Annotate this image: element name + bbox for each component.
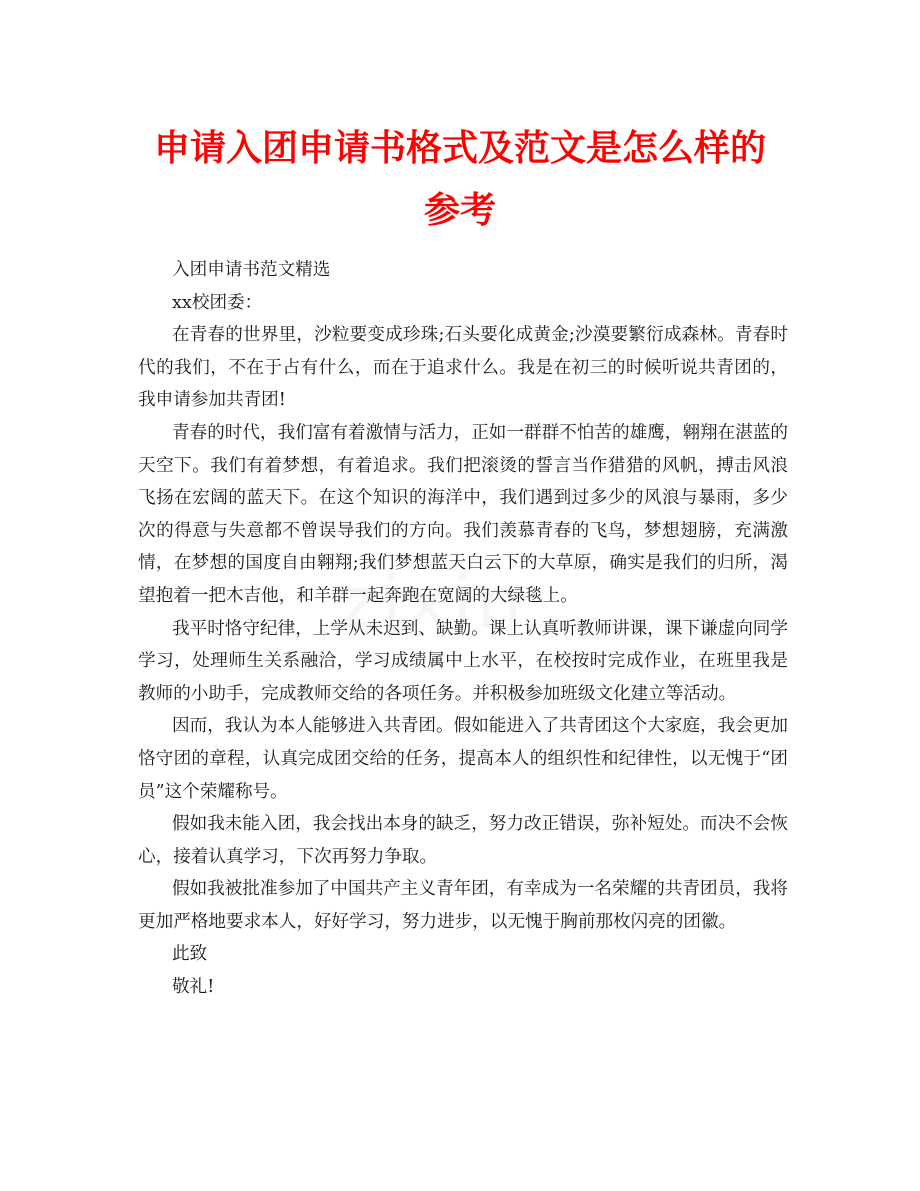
paragraph-closing: 敬礼! — [172, 977, 215, 998]
paragraph: 我平时恪守纪律，上学从未迟到、缺勤。课上认真听教师讲课，课下谦虚向同学学习，处理师生关系融洽，学习成绩属中上水平，在校按时完成作业，在班里我是教师的小助手，完成教师交给的各项任务。并积极参加班级文化建立等活动。 — [138, 618, 788, 704]
document-title: 申请入团申请书格式及范文是怎么样的参考 — [153, 128, 766, 231]
paragraph: 青春的时代，我们富有着激情与活力，正如一群群不怕苦的雄鹰，翱翔在湛蓝的天空下。我们有着梦想，有着追求。我们把滚烫的誓言当作猎猎的风帆，搏击风浪飞扬在宏阔的蓝天下。在这个知识的海洋中，我们遇到过多少的风浪与暴雨，多少次的得意与失意都不曾误导我们的方向。我们羡慕青春的飞鸟，梦想翅膀，充满激情，在梦想的国度自由翱翔;我们梦想蓝天白云下的大草原，确实是我们的归所，渴望抱着一把木吉他，和羊群一起奔跑在宽阔的大绿毯上。 — [138, 422, 788, 606]
paragraph-closing: 此致 — [172, 944, 208, 965]
paragraph-salutation: xx校团委： — [172, 292, 263, 313]
paragraph: 在青春的世界里，沙粒要变成珍珠;石头要化成黄金;沙漠要繁衍成森林。青春时代的我们，不在于占有什么，而在于追求什么。我是在初三的时候听说共青团的，我申请参加共青团! — [138, 325, 788, 411]
paragraph-heading: 入团申请书范文精选 — [172, 260, 331, 280]
document-body — [138, 254, 788, 1004]
paragraph: 因而，我认为本人能够进入共青团。假如能进入了共青团这个大家庭，我会更加恪守团的章程，认真完成团交给的任务，提高本人的组织性和纪律性，以无愧于“团员”这个荣耀称号。 — [138, 716, 788, 802]
paragraph: 假如我被批准参加了中国共产主义青年团，有幸成为一名荣耀的共青团员，我将更加严格地要求本人，好好学习，努力进步，以无愧于胸前那枚闪亮的团徽。 — [138, 879, 788, 932]
paragraph: 假如我未能入团，我会找出本身的缺乏，努力改正错误，弥补短处。而决不会恢心，接着认真学习，下次再努力争取。 — [138, 814, 788, 867]
